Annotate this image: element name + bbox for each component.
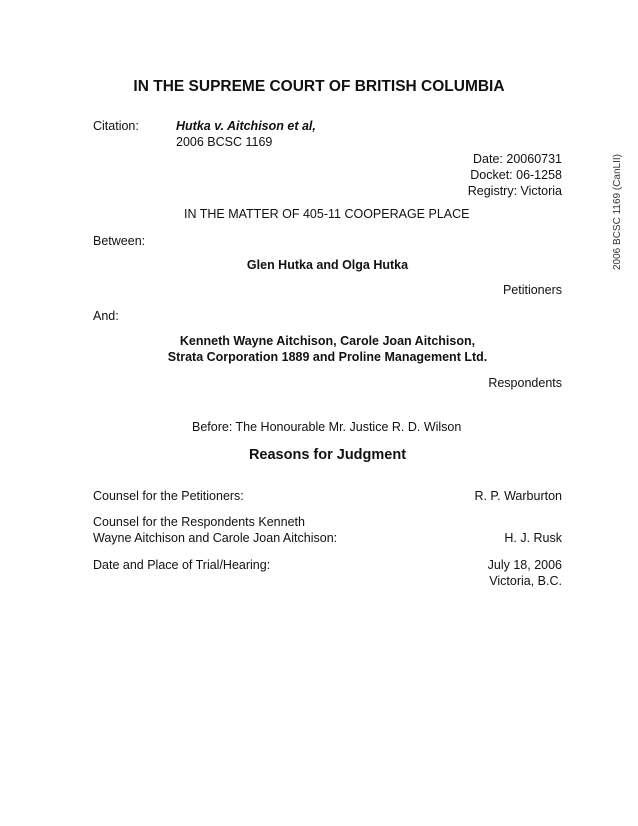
citation-case: Hutka v. Aitchison et al, (176, 119, 316, 133)
court-title: IN THE SUPREME COURT OF BRITISH COLUMBIA (133, 78, 505, 95)
before-line: Before: The Honourable Mr. Justice R. D. Wilson (192, 420, 462, 434)
docket-line: Docket: 06-1258 (470, 168, 562, 182)
respondents-label: Respondents (488, 376, 562, 390)
and-label: And: (93, 309, 119, 323)
reasons-heading: Reasons for Judgment (248, 447, 407, 463)
respondents-line-1: Kenneth Wayne Aitchison, Carole Joan Aitchison, (179, 334, 476, 348)
counsel-respondents-label-1: Counsel for the Respondents Kenneth (93, 515, 305, 529)
petitioners-label: Petitioners (502, 283, 562, 297)
counsel-respondents-label-2: Wayne Aitchison and Carole Joan Aitchison: (93, 531, 338, 545)
citation-label: Citation: (93, 119, 139, 133)
petitioners-names: Glen Hutka and Olga Hutka (246, 258, 409, 272)
between-label: Between: (93, 234, 146, 248)
counsel-respondents-name: H. J. Rusk (504, 531, 562, 545)
citation-number: 2006 BCSC 1169 (176, 135, 273, 149)
counsel-petitioners-name: R. P. Warburton (474, 489, 562, 503)
counsel-petitioners-label: Counsel for the Petitioners: (93, 489, 244, 503)
side-citation-tag: 2006 BCSC 1169 (CanLII) (612, 154, 623, 270)
trial-place: Victoria, B.C. (489, 574, 562, 588)
date-line: Date: 20060731 (473, 152, 562, 166)
registry-line: Registry: Victoria (467, 184, 562, 198)
trial-label: Date and Place of Trial/Hearing: (93, 558, 271, 572)
matter-line: IN THE MATTER OF 405-11 COOPERAGE PLACE (184, 207, 470, 221)
trial-date: July 18, 2006 (487, 558, 562, 572)
respondents-line-2: Strata Corporation 1889 and Proline Management Ltd. (167, 350, 488, 364)
